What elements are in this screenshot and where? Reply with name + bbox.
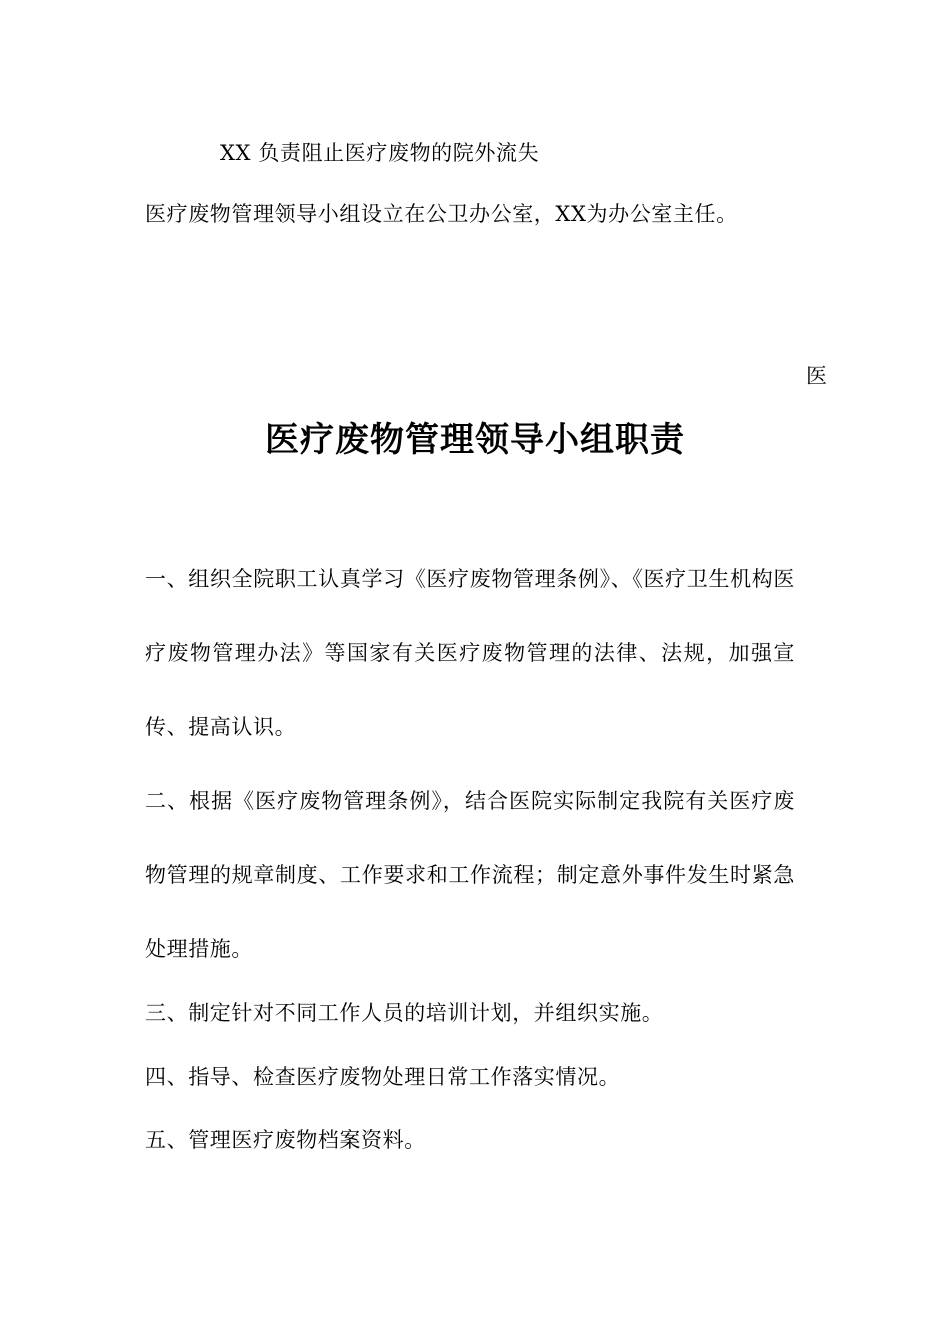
duty-item-2: 二、根据《医疗废物管理条例》，结合医院实际制定我院有关医疗废物管理的规章制度、工作要求和工作流程；制定意外事件发生时紧急处理措施。 — [145, 789, 795, 961]
duty-item-5: 五、管理医疗废物档案资料。 — [145, 1128, 426, 1152]
duty-item-1: 一、组织全院职工认真学习《医疗废物管理条例》、《医疗卫生机构医疗废物管理办法》等国家有关医疗废物管理的法律、法规，加强宣传、提高认识。 — [145, 567, 795, 739]
intro-line-office: 医疗废物管理领导小组设立在公卫办公室，XX为办公室主任。 — [145, 202, 738, 226]
page-title: 医疗废物管理领导小组职责 — [265, 420, 685, 460]
duty-item-3: 三、制定针对不同工作人员的培训计划，并组织实施。 — [145, 1001, 664, 1025]
intro-line-responsibility: XX 负责阻止医疗废物的院外流失 — [220, 141, 540, 165]
duty-item-4: 四、指导、检查医疗废物处理日常工作落实情况。 — [145, 1065, 621, 1089]
stray-character: 医 — [806, 364, 828, 388]
